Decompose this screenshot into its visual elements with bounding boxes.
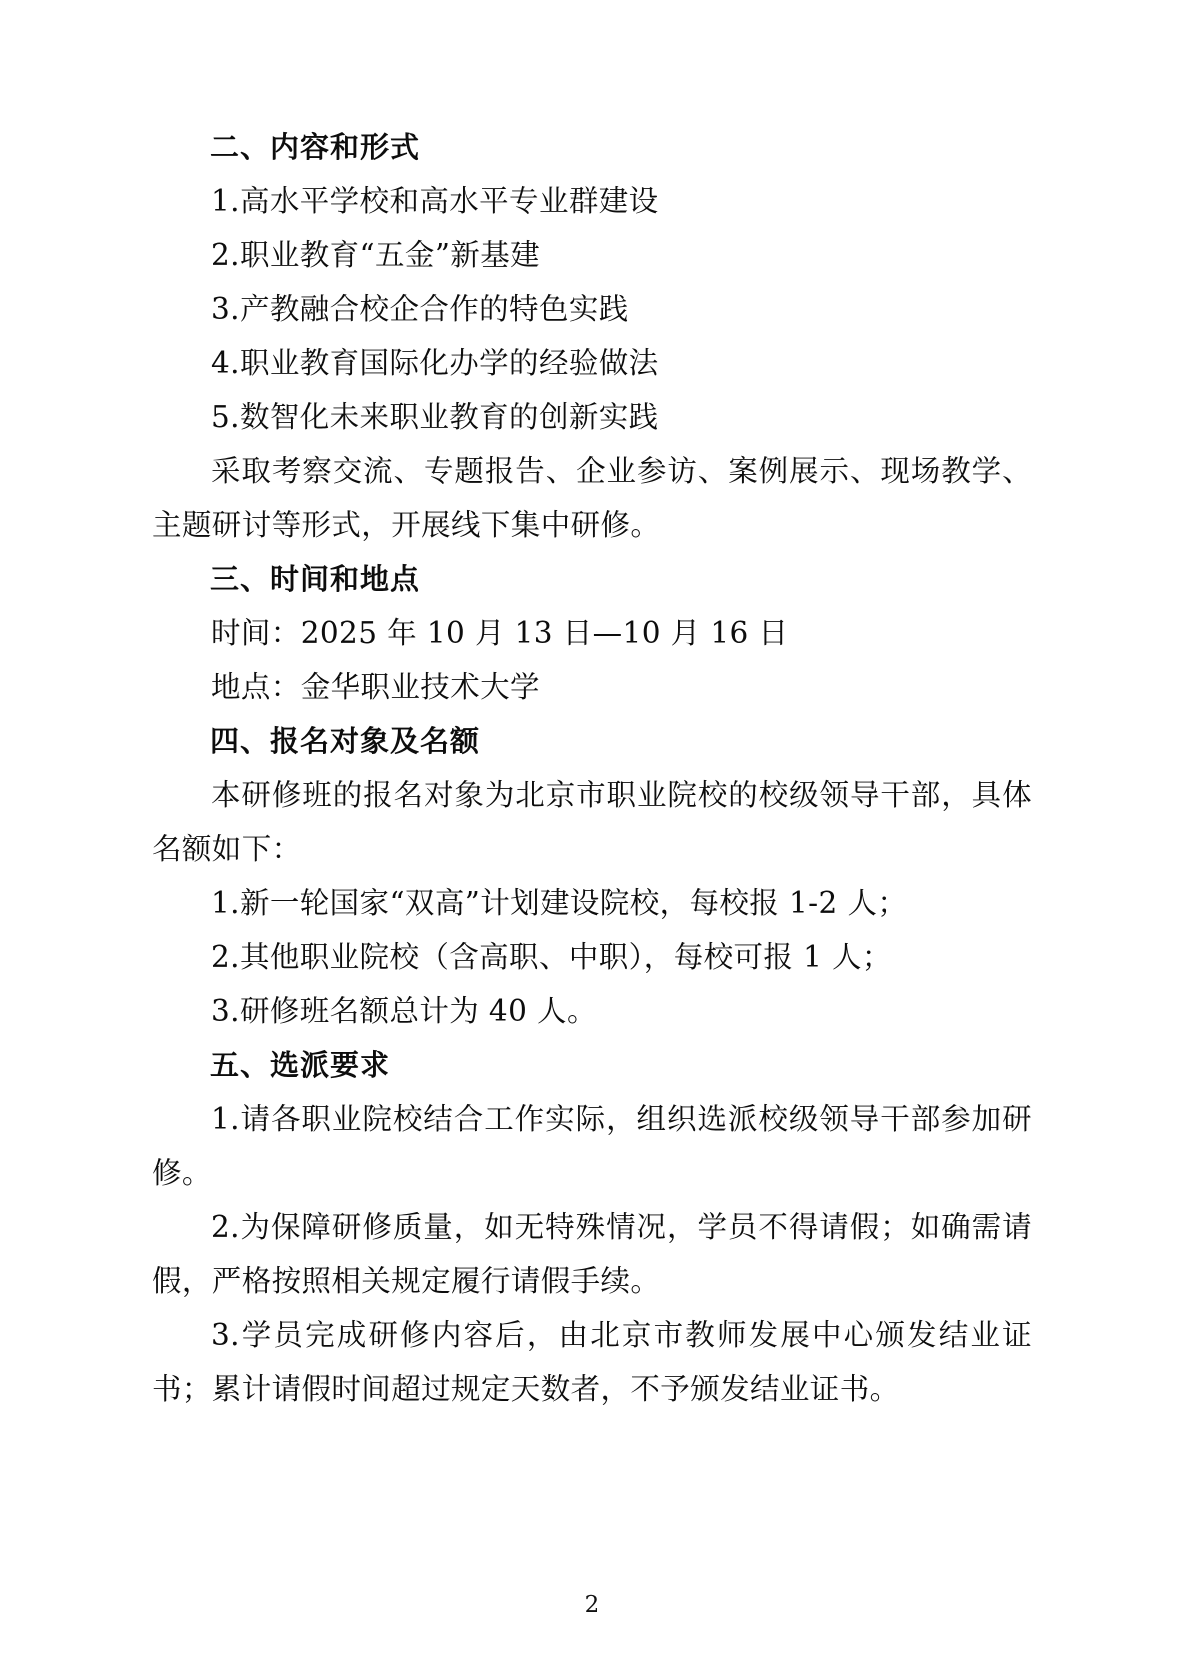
paragraph: 1.请各职业院校结合工作实际，组织选派校级领导干部参加研修。	[152, 1102, 1032, 1190]
paragraph: 本研修班的报名对象为北京市职业院校的校级领导干部，具体名额如下：	[152, 778, 1032, 866]
paragraph: 2.为保障研修质量，如无特殊情况，学员不得请假；如确需请假，严格按照相关规定履行请假手续。	[152, 1210, 1032, 1298]
section-heading: 三、时间和地点	[210, 562, 421, 596]
section-applicants-and-quota	[152, 714, 1032, 1038]
list-item: 1.高水平学校和高水平专业群建设	[211, 184, 659, 218]
list-item: 时间：2025 年 10 月 13 日—10 月 16 日	[211, 616, 789, 650]
list-item: 3.研修班名额总计为 40 人。	[211, 994, 597, 1028]
paragraph: 采取考察交流、专题报告、企业参访、案例展示、现场教学、主题研讨等形式，开展线下集中研修。	[152, 454, 1032, 542]
section-heading: 四、报名对象及名额	[210, 724, 481, 758]
document-body	[152, 120, 1032, 1416]
section-selection-requirements	[152, 1038, 1032, 1416]
list-item: 3.产教融合校企合作的特色实践	[211, 292, 629, 326]
page-number: 2	[584, 1592, 600, 1618]
list-item: 4.职业教育国际化办学的经验做法	[211, 346, 659, 380]
section-heading: 五、选派要求	[210, 1048, 391, 1082]
paragraph: 3.学员完成研修内容后，由北京市教师发展中心颁发结业证书；累计请假时间超过规定天数者，不予颁发结业证书。	[152, 1318, 1032, 1406]
section-content-and-format	[152, 120, 1032, 552]
section-heading: 二、内容和形式	[210, 130, 421, 164]
list-item: 地点：金华职业技术大学	[211, 670, 540, 704]
list-item: 1.新一轮国家“双高”计划建设院校，每校报 1-2 人；	[211, 886, 908, 920]
section-time-and-place	[152, 552, 1032, 714]
list-item: 2.其他职业院校（含高职、中职），每校可报 1 人；	[211, 940, 892, 974]
list-item: 5.数智化未来职业教育的创新实践	[211, 400, 659, 434]
list-item: 2.职业教育“五金”新基建	[211, 238, 541, 272]
